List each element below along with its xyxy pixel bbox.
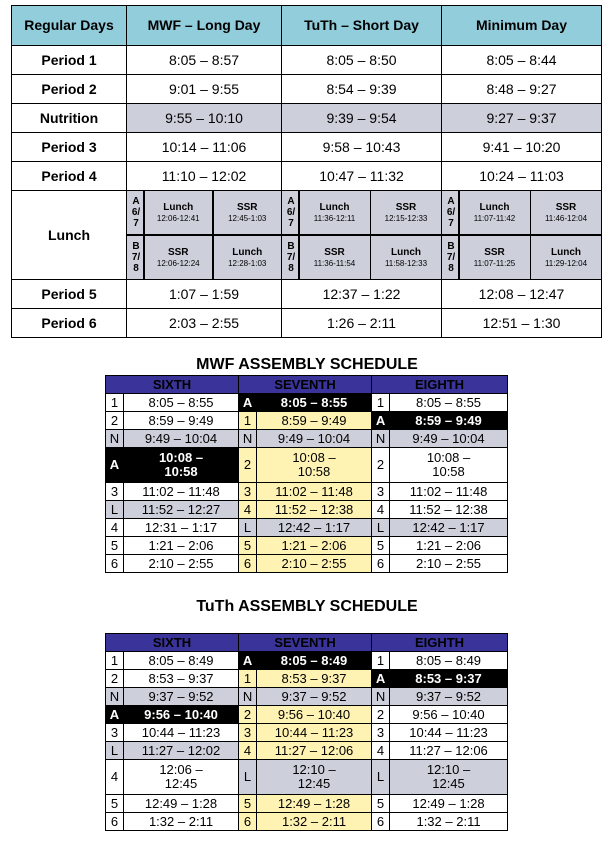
assembly-period: L	[239, 760, 257, 795]
assembly-period: A	[372, 412, 390, 430]
lunch-block	[531, 191, 601, 234]
assembly-time: 12:31 – 1:17	[124, 519, 239, 537]
assembly-period: N	[372, 688, 390, 706]
assembly-time: 8:59 – 9:49	[257, 412, 372, 430]
assembly-time: 9:49 – 10:04	[390, 430, 508, 448]
assembly-time: 1:32 – 2:11	[124, 813, 239, 831]
assembly-period: N	[106, 688, 124, 706]
lunch-block-time: 11:36-11:54	[313, 258, 356, 268]
lunch-block	[460, 191, 530, 234]
assembly-time: 9:37 – 9:52	[124, 688, 239, 706]
assembly-period: A	[239, 652, 257, 670]
assembly-time: 12:42 – 1:17	[390, 519, 508, 537]
assembly-time: 11:52 – 12:27	[124, 501, 239, 519]
lunch-label: Lunch	[12, 191, 127, 280]
schedule-row	[12, 162, 602, 191]
assembly-time: 8:05 – 8:55	[257, 394, 372, 412]
assembly-row	[106, 724, 508, 742]
assembly-time: 10:08 – 10:58	[390, 448, 508, 483]
lunch-block-time: 12:28-1:03	[228, 258, 267, 268]
assembly-period: 6	[372, 813, 390, 831]
assembly-period: 5	[372, 795, 390, 813]
schedule-row	[12, 280, 602, 309]
lunch-block-title: SSR	[395, 202, 417, 214]
lunch-block	[145, 236, 213, 279]
assembly-period: 1	[372, 394, 390, 412]
assembly-period: 4	[372, 742, 390, 760]
lunch-block-time: 11:07-11:25	[473, 258, 516, 268]
assembly-row	[106, 430, 508, 448]
lunch-grid	[442, 191, 601, 279]
assembly-time: 8:05 – 8:49	[257, 652, 372, 670]
assembly-period: 2	[106, 412, 124, 430]
time-cell: 9:39 – 9:54	[282, 104, 442, 133]
period-label: Period 5	[12, 280, 127, 309]
period-label: Period 2	[12, 75, 127, 104]
lunch-block-time: 11:46-12:04	[544, 214, 588, 224]
schedule-row	[12, 133, 602, 162]
assembly-grade-header: SIXTH	[106, 634, 239, 652]
assembly-time: 10:08 – 10:58	[257, 448, 372, 483]
time-cell: 12:08 – 12:47	[442, 280, 602, 309]
assembly-period: 1	[106, 652, 124, 670]
assembly-time: 8:05 – 8:55	[124, 394, 239, 412]
assembly-period: 2	[372, 706, 390, 724]
assembly-period: L	[106, 501, 124, 519]
assembly-header-row	[106, 634, 508, 652]
assembly-time: 8:05 – 8:55	[390, 394, 508, 412]
assembly-time: 12:42 – 1:17	[257, 519, 372, 537]
time-cell: 8:05 – 8:57	[127, 46, 282, 75]
assembly-row	[106, 760, 508, 795]
assembly-time: 2:10 – 2:55	[257, 555, 372, 573]
assembly-time: 1:21 – 2:06	[390, 537, 508, 555]
assembly-period: 4	[106, 760, 124, 795]
lunch-block-time: 11:29-12:04	[544, 258, 588, 268]
time-cell: 10:14 – 11:06	[127, 133, 282, 162]
time-cell: 9:55 – 10:10	[127, 104, 282, 133]
assembly-time: 11:27 – 12:06	[257, 742, 372, 760]
lunch-block	[300, 236, 370, 279]
lunch-block-title: Lunch	[551, 246, 581, 258]
lunch-grid	[127, 191, 281, 279]
header-minimum: Minimum Day	[442, 6, 602, 46]
assembly-period: 2	[372, 448, 390, 483]
assembly-period: A	[106, 448, 124, 483]
lunch-block-title: Lunch	[391, 246, 421, 258]
time-cell: 2:03 – 2:55	[127, 309, 282, 338]
assembly-period: L	[372, 519, 390, 537]
assembly-period: 1	[239, 670, 257, 688]
time-cell: 1:26 – 2:11	[282, 309, 442, 338]
assembly-time: 9:37 – 9:52	[390, 688, 508, 706]
assembly-time: 1:32 – 2:11	[257, 813, 372, 831]
assembly-period: 2	[106, 670, 124, 688]
lunch-block	[300, 191, 370, 234]
assembly-grade-header: EIGHTH	[372, 634, 508, 652]
assembly-time: 8:53 – 9:37	[390, 670, 508, 688]
lunch-block	[371, 191, 441, 234]
assembly-period: 6	[239, 813, 257, 831]
lunch-block-time: 11:36-12:11	[313, 214, 356, 224]
time-cell: 9:01 – 9:55	[127, 75, 282, 104]
lunch-cell	[442, 191, 602, 280]
assembly-period: 6	[239, 555, 257, 573]
assembly-time: 1:32 – 2:11	[390, 813, 508, 831]
schedule-row	[12, 104, 602, 133]
assembly-period: L	[239, 519, 257, 537]
assembly-time: 8:05 – 8:49	[390, 652, 508, 670]
lunch-group-b-tag: B 7/ 8	[282, 236, 298, 279]
assembly-period: A	[239, 394, 257, 412]
assembly-time: 12:10 – 12:45	[390, 760, 508, 795]
period-label: Period 4	[12, 162, 127, 191]
assembly-time: 11:27 – 12:02	[124, 742, 239, 760]
lunch-block-title: Lunch	[319, 202, 350, 214]
assembly-time: 11:02 – 11:48	[124, 483, 239, 501]
time-cell: 9:58 – 10:43	[282, 133, 442, 162]
lunch-block-title: Lunch	[163, 202, 194, 214]
mwf-assembly-table	[105, 375, 508, 573]
lunch-block-title: Lunch	[232, 246, 263, 258]
assembly-row	[106, 706, 508, 724]
assembly-grade-header: SEVENTH	[239, 634, 372, 652]
lunch-group-a-tag: A 6/ 7	[442, 191, 458, 234]
lunch-cell	[282, 191, 442, 280]
assembly-row	[106, 555, 508, 573]
lunch-row	[12, 191, 602, 280]
assembly-row	[106, 501, 508, 519]
assembly-grade-header: SIXTH	[106, 376, 239, 394]
assembly-grade-header: SEVENTH	[239, 376, 372, 394]
assembly-period: A	[106, 706, 124, 724]
header-tuth: TuTh – Short Day	[282, 6, 442, 46]
assembly-period: 1	[239, 412, 257, 430]
assembly-time: 8:53 – 9:37	[257, 670, 372, 688]
assembly-period: 2	[239, 706, 257, 724]
assembly-time: 12:06 – 12:45	[124, 760, 239, 795]
assembly-grade-header: EIGHTH	[372, 376, 508, 394]
lunch-block	[214, 236, 282, 279]
assembly-time: 12:49 – 1:28	[124, 795, 239, 813]
assembly-time: 8:05 – 8:49	[124, 652, 239, 670]
assembly-time: 10:44 – 11:23	[257, 724, 372, 742]
assembly-period: 3	[239, 483, 257, 501]
time-cell: 8:05 – 8:44	[442, 46, 602, 75]
time-cell: 9:41 – 10:20	[442, 133, 602, 162]
lunch-block-title: Lunch	[479, 202, 510, 214]
lunch-block-time: 12:45-1:03	[228, 214, 267, 224]
lunch-block-time: 11:07-11:42	[473, 214, 516, 224]
lunch-block	[214, 191, 282, 234]
assembly-period: 5	[372, 537, 390, 555]
assembly-period: 6	[106, 555, 124, 573]
lunch-grid	[282, 191, 441, 279]
assembly-row	[106, 795, 508, 813]
assembly-header-row	[106, 376, 508, 394]
assembly-period: 3	[372, 724, 390, 742]
assembly-time: 9:56 – 10:40	[390, 706, 508, 724]
assembly-period: N	[239, 688, 257, 706]
schedule-row	[12, 309, 602, 338]
assembly-time: 12:49 – 1:28	[390, 795, 508, 813]
assembly-time: 2:10 – 2:55	[124, 555, 239, 573]
assembly-period: 4	[239, 742, 257, 760]
lunch-block-time: 11:58-12:33	[384, 258, 428, 268]
assembly-time: 11:27 – 12:06	[390, 742, 508, 760]
header-mwf: MWF – Long Day	[127, 6, 282, 46]
assembly-period: 1	[106, 394, 124, 412]
lunch-block-title: SSR	[324, 246, 345, 258]
lunch-block-time: 12:06-12:24	[156, 258, 200, 268]
time-cell: 12:37 – 1:22	[282, 280, 442, 309]
assembly-period: N	[239, 430, 257, 448]
assembly-period: 6	[372, 555, 390, 573]
assembly-time: 11:02 – 11:48	[257, 483, 372, 501]
assembly-time: 9:56 – 10:40	[257, 706, 372, 724]
assembly-time: 9:49 – 10:04	[257, 430, 372, 448]
assembly-period: 3	[106, 724, 124, 742]
schedule-row	[12, 75, 602, 104]
header-regular-days: Regular Days	[12, 6, 127, 46]
lunch-block-time: 12:06-12:41	[156, 214, 200, 224]
lunch-block-title: SSR	[484, 246, 505, 258]
assembly-period: 4	[106, 519, 124, 537]
assembly-period: L	[106, 742, 124, 760]
tuth-assembly-title: TuTh ASSEMBLY SCHEDULE	[196, 598, 418, 615]
assembly-row	[106, 652, 508, 670]
assembly-time: 10:08 – 10:58	[124, 448, 239, 483]
lunch-group-a-tag: A 6/ 7	[127, 191, 143, 234]
assembly-time: 1:21 – 2:06	[124, 537, 239, 555]
assembly-time: 11:52 – 12:38	[257, 501, 372, 519]
assembly-row	[106, 448, 508, 483]
lunch-block	[531, 236, 601, 279]
time-cell: 8:05 – 8:50	[282, 46, 442, 75]
assembly-row	[106, 483, 508, 501]
assembly-row	[106, 412, 508, 430]
period-label: Period 3	[12, 133, 127, 162]
time-cell: 10:24 – 11:03	[442, 162, 602, 191]
assembly-time: 12:10 – 12:45	[257, 760, 372, 795]
time-cell: 1:07 – 1:59	[127, 280, 282, 309]
assembly-row	[106, 537, 508, 555]
assembly-period: 4	[239, 501, 257, 519]
assembly-time: 11:52 – 12:38	[390, 501, 508, 519]
assembly-row	[106, 394, 508, 412]
assembly-period: A	[372, 670, 390, 688]
lunch-block-title: SSR	[236, 202, 258, 214]
assembly-time: 8:59 – 9:49	[124, 412, 239, 430]
time-cell: 12:51 – 1:30	[442, 309, 602, 338]
time-cell: 10:47 – 11:32	[282, 162, 442, 191]
assembly-time: 9:56 – 10:40	[124, 706, 239, 724]
assembly-period: 3	[372, 483, 390, 501]
assembly-time: 9:37 – 9:52	[257, 688, 372, 706]
assembly-period: N	[106, 430, 124, 448]
time-cell: 8:54 – 9:39	[282, 75, 442, 104]
mwf-assembly-title: MWF ASSEMBLY SCHEDULE	[196, 356, 418, 373]
assembly-period: 3	[239, 724, 257, 742]
assembly-period: 5	[106, 537, 124, 555]
lunch-block	[460, 236, 530, 279]
assembly-row	[106, 688, 508, 706]
assembly-time: 10:44 – 11:23	[390, 724, 508, 742]
period-label: Nutrition	[12, 104, 127, 133]
assembly-time: 10:44 – 11:23	[124, 724, 239, 742]
assembly-time: 1:21 – 2:06	[257, 537, 372, 555]
lunch-block-title: SSR	[167, 246, 189, 258]
regular-schedule-table	[11, 5, 602, 338]
assembly-period: 1	[372, 652, 390, 670]
time-cell: 9:27 – 9:37	[442, 104, 602, 133]
lunch-block	[371, 236, 441, 279]
period-label: Period 1	[12, 46, 127, 75]
assembly-period: 4	[372, 501, 390, 519]
assembly-period: 5	[106, 795, 124, 813]
assembly-row	[106, 670, 508, 688]
assembly-row	[106, 742, 508, 760]
assembly-row	[106, 813, 508, 831]
assembly-time: 9:49 – 10:04	[124, 430, 239, 448]
assembly-time: 8:59 – 9:49	[390, 412, 508, 430]
assembly-time: 2:10 – 2:55	[390, 555, 508, 573]
assembly-row	[106, 519, 508, 537]
period-label: Period 6	[12, 309, 127, 338]
time-cell: 8:48 – 9:27	[442, 75, 602, 104]
lunch-block-time: 12:15-12:33	[384, 214, 428, 224]
lunch-group-a-tag: A 6/ 7	[282, 191, 298, 234]
lunch-block	[145, 191, 213, 234]
assembly-period: 6	[106, 813, 124, 831]
regular-header-row	[12, 6, 602, 46]
lunch-group-b-tag: B 7/ 8	[127, 236, 143, 279]
tuth-assembly-table	[105, 633, 508, 831]
assembly-time: 12:49 – 1:28	[257, 795, 372, 813]
assembly-time: 11:02 – 11:48	[390, 483, 508, 501]
lunch-group-b-tag: B 7/ 8	[442, 236, 458, 279]
assembly-period: 2	[239, 448, 257, 483]
time-cell: 11:10 – 12:02	[127, 162, 282, 191]
schedule-row	[12, 46, 602, 75]
assembly-period: 5	[239, 795, 257, 813]
assembly-period: 5	[239, 537, 257, 555]
assembly-period: L	[372, 760, 390, 795]
assembly-period: 3	[106, 483, 124, 501]
assembly-time: 8:53 – 9:37	[124, 670, 239, 688]
lunch-block-title: SSR	[555, 202, 577, 214]
lunch-cell	[127, 191, 282, 280]
assembly-period: N	[372, 430, 390, 448]
